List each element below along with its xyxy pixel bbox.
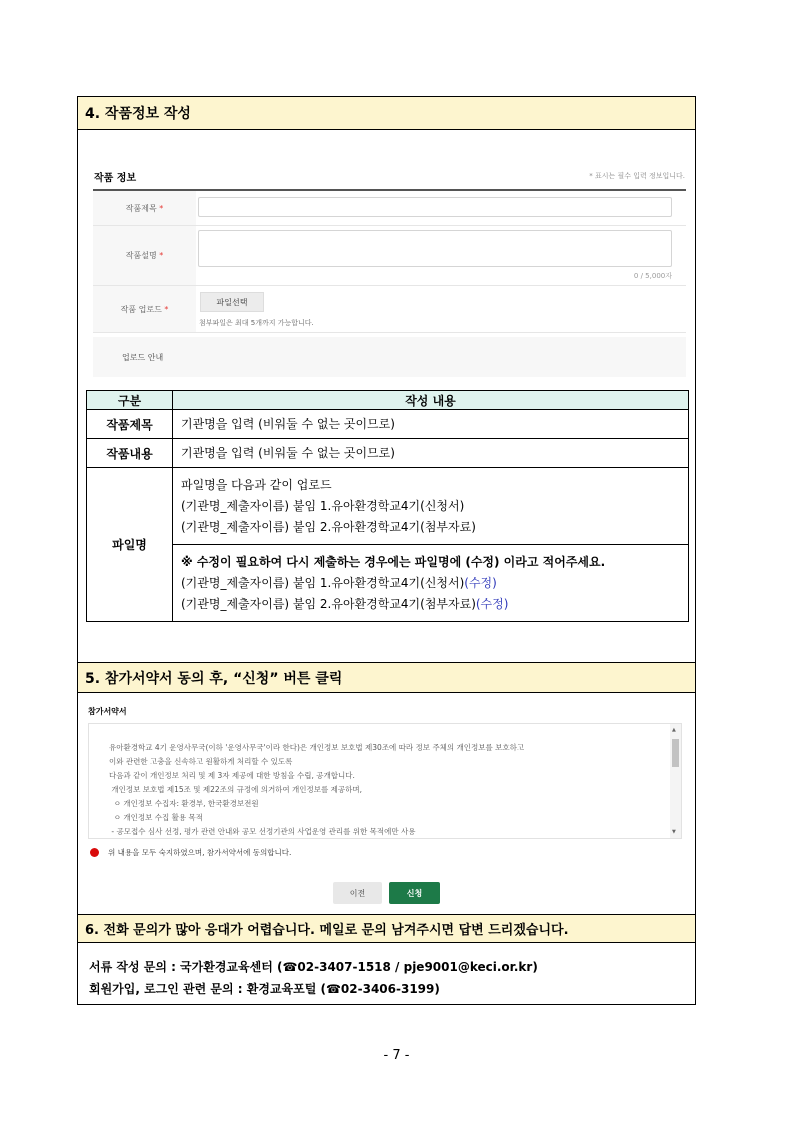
file-hint: 첨부파일은 최대 5개까지 가능합니다. — [199, 319, 314, 327]
contact-line-2: 회원가입, 로그인 관련 문의 : 환경교육포털 (☎02-3406-3199) — [89, 982, 440, 996]
file-intro: 파일명을 다음과 같이 업로드 — [181, 477, 332, 492]
table-header-category: 구분 — [87, 391, 173, 410]
row-key-title: 작품제목 — [87, 410, 173, 439]
char-counter: 0 / 5,000자 — [633, 272, 672, 280]
row-key-content: 작품내용 — [87, 439, 173, 468]
file-select-button[interactable]: 파일선택 — [200, 292, 264, 312]
section-4-heading — [78, 97, 695, 130]
scroll-up-icon[interactable]: ▲ — [672, 727, 676, 733]
upload-label: 작품 업로드 * — [93, 286, 196, 332]
document-frame — [77, 96, 696, 1005]
required-mark: * — [159, 251, 164, 260]
consent-agreement[interactable] — [90, 847, 291, 858]
required-mark: * — [164, 304, 169, 314]
section-4-title: 4. 작품정보 작성 — [85, 106, 191, 122]
apply-button[interactable]: 신청 — [389, 882, 440, 904]
consent-title: 참가서약서 — [88, 707, 127, 716]
title-input[interactable] — [198, 197, 672, 217]
table-header-content: 작성 내용 — [173, 391, 689, 410]
revision-tag: (수정) — [464, 575, 497, 590]
form-row-description — [93, 226, 686, 286]
scroll-thumb[interactable] — [672, 739, 679, 767]
title-label: 작품제목 * — [93, 191, 196, 225]
contact-line-1: 서류 작성 문의 : 국가환경교육센터 (☎02-3407-1518 / pje9001@keci.or.kr) — [89, 960, 538, 974]
agree-text: 위 내용을 모두 숙지하였으며, 참가서약서에 동의합니다. — [108, 848, 292, 857]
row-value-title: 기관명을 입력 (비워둘 수 없는 곳이므로) — [173, 410, 689, 439]
revision-line-1: (기관명_제출자이름) 붙임 1.유아환경학교4기(신청서)(수정) — [181, 575, 497, 590]
form-title: 작품 정보 — [94, 173, 137, 184]
form-row-title — [93, 191, 686, 226]
consent-textbox[interactable] — [88, 723, 682, 839]
row-value-content: 기관명을 입력 (비워둘 수 없는 곳이므로) — [173, 439, 689, 468]
section-5-title: 5. 참가서약서 동의 후, “신청” 버튼 클릭 — [85, 670, 343, 687]
description-textarea[interactable] — [198, 230, 672, 267]
consent-scrollbar[interactable] — [670, 724, 681, 838]
section-5-heading — [78, 662, 695, 693]
contact-info — [89, 956, 538, 1000]
row-value-filename — [173, 468, 689, 545]
form-row-upload — [93, 286, 686, 333]
instructions-table — [86, 390, 689, 622]
required-mark: * — [159, 203, 164, 213]
section-6-title: 6. 전화 문의가 많아 응대가 어렵습니다. 메일로 문의 남겨주시면 답변 드리겠습니다. — [85, 923, 569, 938]
scroll-down-icon[interactable]: ▼ — [672, 829, 676, 835]
row-key-filename: 파일명 — [87, 468, 173, 622]
revision-line-2: (기관명_제출자이름) 붙임 2.유아환경학교4기(첨부자료)(수정) — [181, 596, 509, 611]
file-line-1: (기관명_제출자이름) 붙임 1.유아환경학교4기(신청서) — [181, 498, 465, 513]
section-6-heading — [78, 914, 695, 943]
agree-radio-icon[interactable] — [90, 848, 99, 857]
revision-tag: (수정) — [475, 596, 509, 611]
row-value-revision — [173, 545, 689, 622]
consent-text: 유아환경학교 4기 운영사무국(이하 '운영사무국'이라 한다)은 개인정보 보호법 제30조에 따라 정보 주체의 개인정보를 보호하고 이와 관련한 고충을 신속하고 원활하게 처리할 수 있도록 다음과 같이 개인정보 처리 및 제 3자 제공에 대한 방침을 수립, 공개합니다. 개인정보 보호법 제15조 및 제22조의 규정에 의거하여 개인정보를 제공하며, ㅇ 개인정보 수집자: 환경부, 한국환경보전원 ㅇ 개인정보 수집 활용 목적 - 공모접수 심사 선정, 평가 관련 안내와 공모 선정기관의 사업운영 관리를 위한 목적에만 사용 — [109, 743, 525, 836]
upload-guide[interactable]: 업로드 안내 — [93, 337, 686, 377]
page-number: - 7 - — [383, 1048, 410, 1063]
description-label: 작품설명 * — [93, 226, 196, 285]
required-note: * 표시는 필수 입력 정보입니다. — [589, 172, 685, 180]
file-line-2: (기관명_제출자이름) 붙임 2.유아환경학교4기(첨부자료) — [181, 519, 476, 534]
revision-notice: ※ 수정이 필요하여 다시 제출하는 경우에는 파일명에 (수정) 이라고 적어주세요. — [181, 554, 606, 569]
prev-button[interactable]: 이전 — [333, 882, 382, 904]
